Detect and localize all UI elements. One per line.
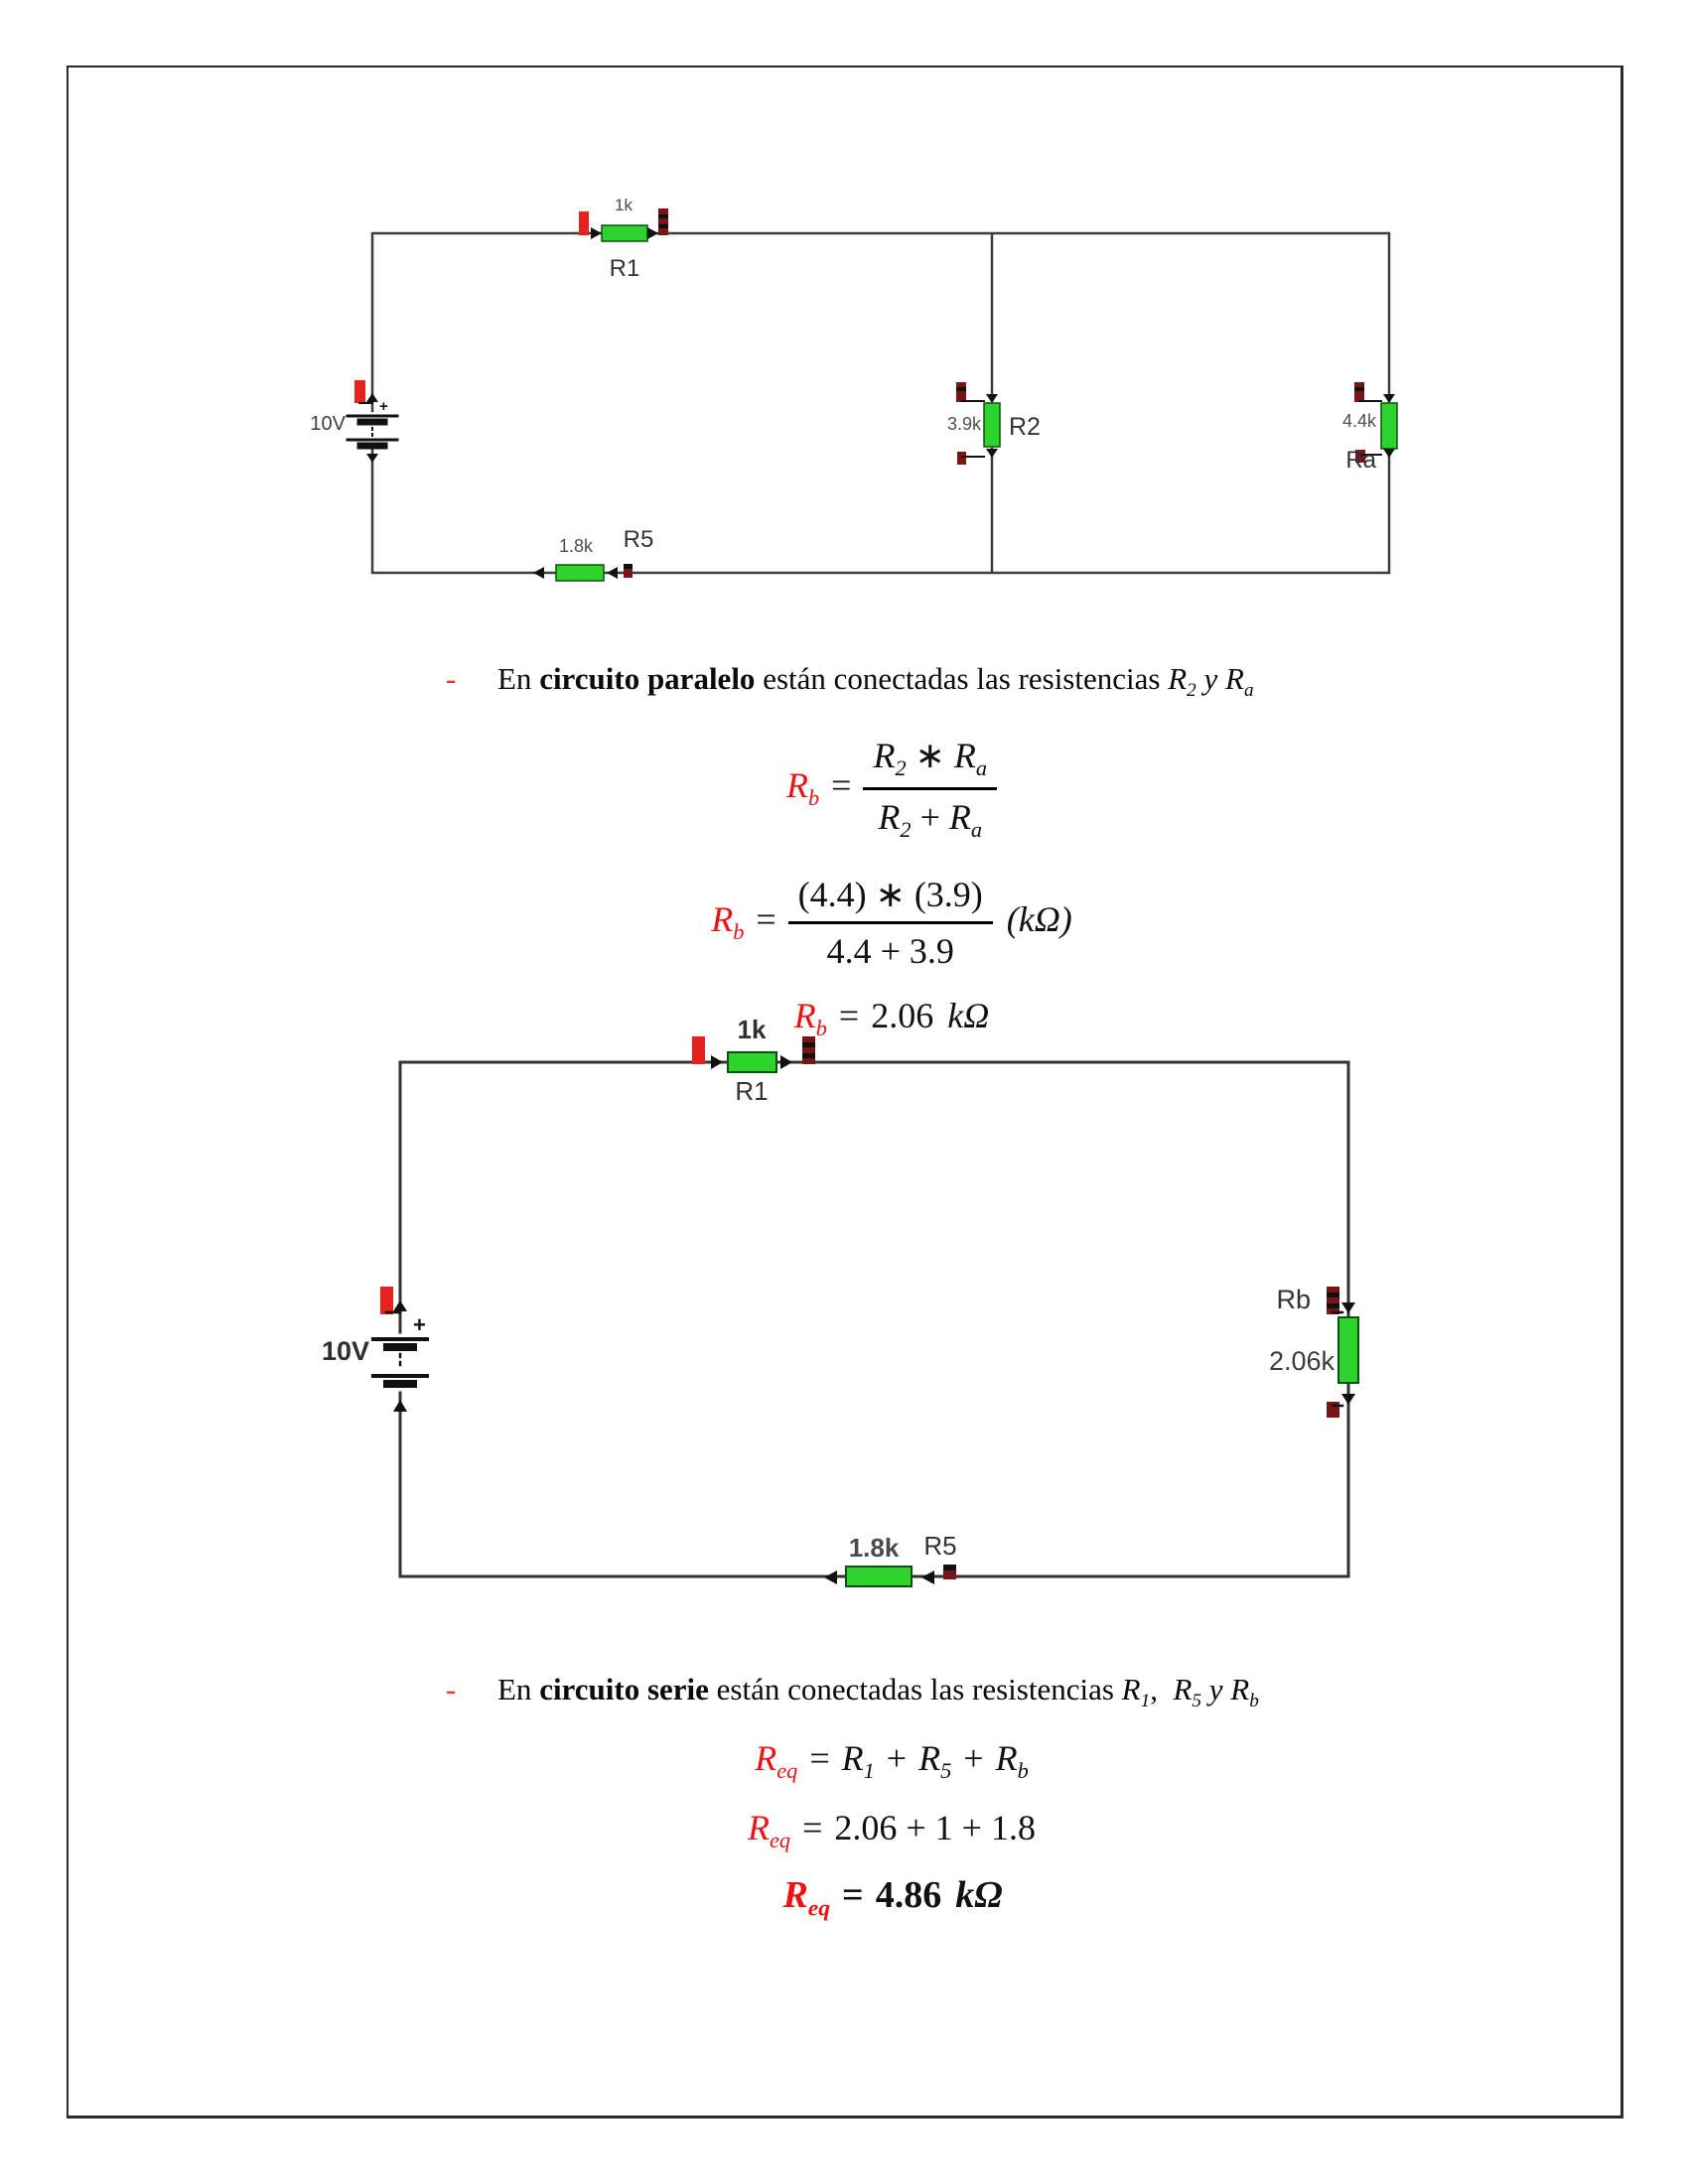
probe-stripe bbox=[658, 214, 668, 218]
resistor-name: R1 bbox=[609, 255, 640, 282]
text-bold: circuito paralelo bbox=[539, 661, 756, 696]
math-var: $R_b$ bbox=[995, 1738, 1029, 1784]
resistor-body bbox=[846, 1567, 912, 1586]
arrow-up bbox=[366, 393, 378, 402]
fraction: $\frac{R_2 ∗ R_a}{R_2 + R_a}$ bbox=[863, 735, 996, 843]
resistor-body bbox=[1381, 403, 1397, 449]
probe-red bbox=[380, 1287, 393, 1314]
probe-dark bbox=[957, 452, 966, 465]
resistor-value: 1k bbox=[615, 196, 633, 214]
resistor-body bbox=[1338, 1317, 1358, 1383]
math-unit: kΩ bbox=[955, 1874, 1003, 1916]
circuit-parallel-diagram bbox=[310, 196, 1397, 581]
arrow-down bbox=[1383, 449, 1395, 458]
resistor-body bbox=[984, 403, 1000, 447]
math-var: $R_5$ bbox=[1173, 1672, 1201, 1712]
equals-sign: = bbox=[842, 1874, 864, 1916]
probe-red bbox=[354, 380, 365, 403]
plus-sign: + bbox=[886, 1738, 908, 1778]
arrow-up bbox=[393, 1400, 407, 1412]
battery-voltage-label: 10V bbox=[310, 413, 346, 435]
math-value: 2.06 bbox=[871, 996, 934, 1035]
battery-plus: + bbox=[379, 398, 388, 415]
resistor-name: Ra bbox=[1345, 447, 1376, 474]
probe-dark bbox=[1327, 1287, 1339, 1314]
probe-stripe bbox=[956, 387, 966, 391]
arrow-down bbox=[986, 394, 998, 403]
resistor-name: R1 bbox=[735, 1076, 769, 1106]
arrow-down bbox=[1383, 394, 1395, 403]
resistor-name: R5 bbox=[623, 526, 654, 553]
probe-stripe bbox=[943, 1565, 956, 1570]
math-var: $R_a$ bbox=[1225, 661, 1254, 702]
equation-rb-result bbox=[99, 953, 1648, 1083]
equals-sign: = bbox=[802, 1808, 823, 1847]
resistor-r2 bbox=[947, 382, 1041, 465]
math-conj: y bbox=[1201, 1672, 1231, 1706]
resistor-value: 3.9k bbox=[946, 414, 981, 434]
resistor-value: 2.06k bbox=[1268, 1346, 1335, 1376]
text: están conectadas las resistencias bbox=[708, 1672, 1122, 1706]
fraction: $\frac{(4.4) ∗ (3.9)}{4.4 + 3.9}$ bbox=[788, 874, 993, 972]
resistor-r1 bbox=[579, 196, 668, 282]
math-var: $R_b$ bbox=[1230, 1672, 1259, 1712]
battery-symbol bbox=[322, 1287, 427, 1412]
arrow-left bbox=[607, 567, 618, 579]
equals-sign: = bbox=[756, 898, 776, 939]
arrow-down bbox=[986, 449, 998, 458]
arrow-right bbox=[591, 227, 602, 239]
wires bbox=[400, 1062, 1348, 1576]
math-value: 4.86 bbox=[875, 1874, 942, 1916]
text-bold: circuito serie bbox=[539, 1672, 709, 1706]
arrow-left bbox=[533, 567, 544, 579]
probe-red bbox=[579, 211, 589, 235]
math-lhs: $R_{eq}$ bbox=[755, 1738, 798, 1784]
probe-stripe bbox=[658, 224, 668, 228]
text: En bbox=[497, 661, 540, 696]
list-dash: - bbox=[446, 1672, 457, 1706]
resistor-value: 4.4k bbox=[1341, 411, 1376, 431]
probe-stripe bbox=[1327, 1293, 1339, 1297]
wires bbox=[372, 233, 1389, 573]
probe-stripe bbox=[624, 564, 633, 569]
resistor-body bbox=[556, 565, 604, 581]
resistor-value: 1k bbox=[737, 1015, 767, 1044]
probe-stripe bbox=[1327, 1303, 1339, 1308]
math-value: 2.06 + 1 + 1.8 bbox=[834, 1808, 1036, 1847]
math-lhs: $R_{eq}$ bbox=[782, 1874, 831, 1922]
battery-voltage-label: 10V bbox=[321, 1336, 369, 1366]
probe-dark bbox=[658, 208, 668, 235]
plus-sign: + bbox=[963, 1738, 984, 1778]
math-lhs: $R_b$ bbox=[786, 764, 820, 811]
arrow-left bbox=[824, 1570, 837, 1584]
arrow-left bbox=[921, 1570, 934, 1584]
arrow-down bbox=[1341, 1394, 1355, 1405]
circuit-series-diagram bbox=[322, 1015, 1358, 1586]
text: En bbox=[497, 1672, 540, 1706]
probe-dark bbox=[956, 382, 966, 402]
math-var: $R_1$ bbox=[841, 1738, 875, 1784]
equals-sign: = bbox=[809, 1738, 830, 1778]
resistor-body bbox=[602, 225, 647, 241]
battery-symbol bbox=[310, 380, 397, 463]
resistor-name: Rb bbox=[1276, 1285, 1311, 1314]
resistor-name: R5 bbox=[923, 1531, 957, 1561]
probe-stripe bbox=[1354, 387, 1364, 391]
text: están conectadas las resistencias bbox=[755, 661, 1169, 696]
math-unit: (kΩ) bbox=[1006, 898, 1072, 939]
text: , bbox=[1150, 1672, 1174, 1706]
probe-dark bbox=[1354, 382, 1364, 402]
math-unit: kΩ bbox=[947, 996, 990, 1035]
equals-sign: = bbox=[831, 764, 852, 805]
battery-plus: + bbox=[413, 1312, 426, 1337]
resistor-name: R2 bbox=[1009, 413, 1041, 441]
arrow-up bbox=[393, 1300, 407, 1311]
arrow-down bbox=[366, 454, 378, 463]
math-lhs: $R_b$ bbox=[793, 996, 827, 1041]
math-var: $R_2$ bbox=[1168, 661, 1196, 702]
resistor-r5 bbox=[824, 1531, 957, 1586]
math-var: $R_5$ bbox=[918, 1738, 952, 1784]
equals-sign: = bbox=[838, 996, 860, 1035]
equation-req-result bbox=[99, 1830, 1648, 1967]
resistor-rb bbox=[1269, 1285, 1358, 1418]
resistor-value: 1.8k bbox=[848, 1533, 900, 1563]
math-lhs: $R_b$ bbox=[711, 898, 745, 944]
probe-dark bbox=[1327, 1402, 1339, 1418]
list-dash: - bbox=[446, 661, 457, 696]
resistor-value: 1.8k bbox=[558, 536, 594, 556]
math-lhs: $R_{eq}$ bbox=[748, 1808, 791, 1853]
math-conj: y bbox=[1196, 661, 1225, 696]
arrow-right bbox=[647, 227, 658, 239]
math-var: $R_1$ bbox=[1121, 1672, 1151, 1712]
